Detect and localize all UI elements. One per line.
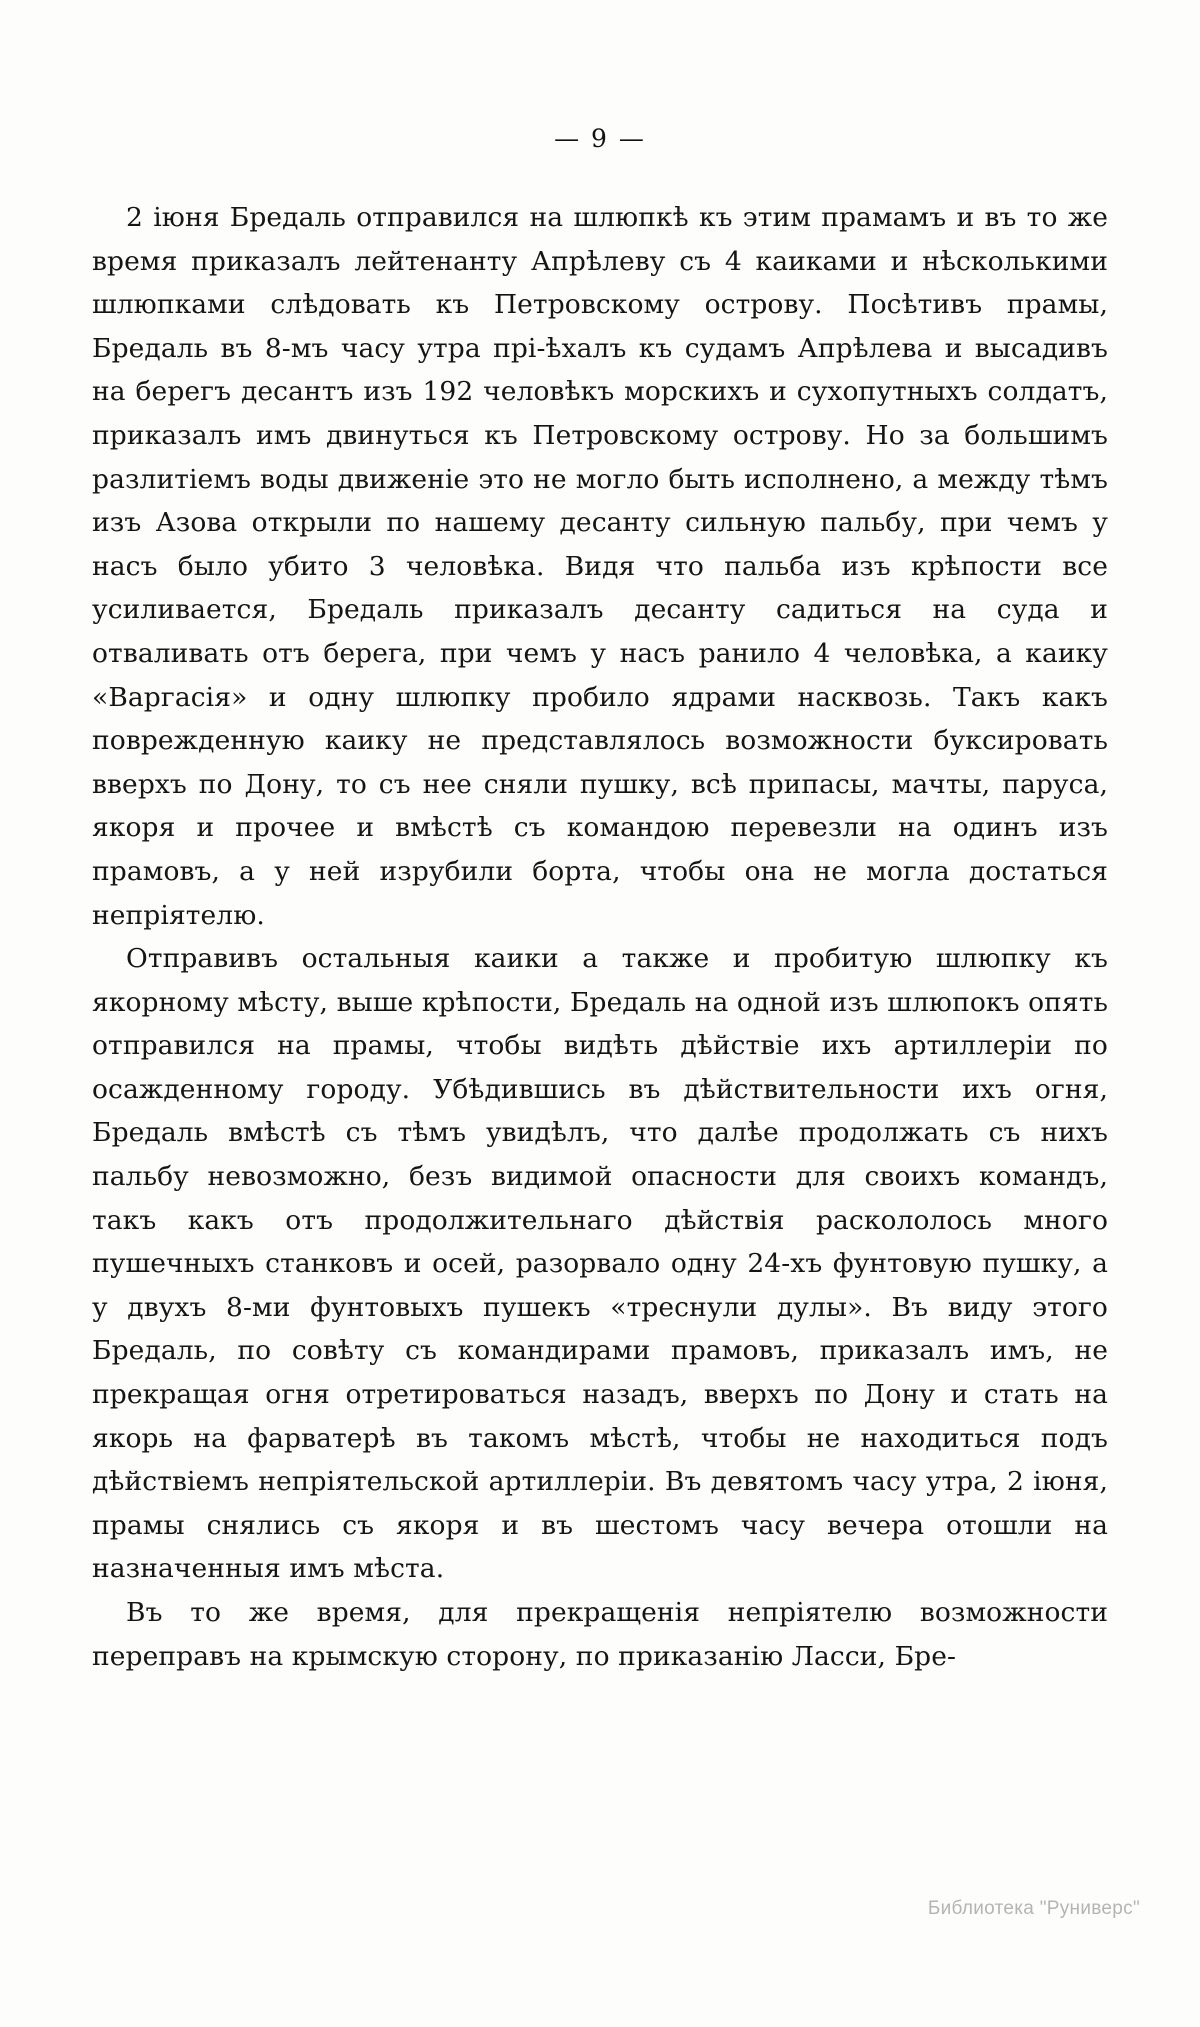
paragraph [92, 196, 1108, 937]
paragraph-text: Въ то же время, для прекращенія непріятелю возможности переправъ на крымскую сторону, по приказанію Ласси, Бре- [92, 1597, 1108, 1672]
page-number: — 9 — [554, 124, 646, 153]
paragraph-text: 2 іюня Бредаль отправился на шлюпкѣ къ этим прамамъ и въ то же время приказалъ лейтенанту Апрѣлеву съ 4 каиками и нѣсколькими шлюпками слѣдовать къ Петровскому острову. Посѣтивъ прамы, Бредаль въ 8-мъ часу утра прі-ѣхалъ къ судамъ Апрѣлева и высадивъ на берегъ десантъ изъ 192 человѣкъ морскихъ и сухопутныхъ солдатъ, приказалъ имъ двинуться къ Петровскому острову. Но за большимъ разлитіемъ воды движеніе это не могло быть исполнено, а между тѣмъ изъ Азова открыли по нашему десанту сильную пальбу, при чемъ у насъ было убито 3 человѣка. Видя что пальба изъ крѣпости все усиливается, Бредаль приказалъ десанту садиться на суда и отваливать отъ берега, при чемъ у насъ ранило 4 человѣка, а каику «Варгасія» и одну шлюпку пробило ядрами насквозь. Такъ какъ поврежденную каику не представлялось возможности буксировать вверхъ по Дону, то съ нее сняли пушку, всѣ припасы, мачты, паруса, якоря и прочее и вмѣстѣ съ командою перевезли на одинъ изъ прамовъ, а у ней изрубили борта, чтобы она не могла достаться непріятелю. [92, 202, 1108, 931]
library-watermark: Библиотека "Руниверс" [927, 1898, 1140, 1919]
page-body-text [92, 196, 1108, 1678]
paragraph [92, 1591, 1108, 1678]
paragraph [92, 937, 1108, 1591]
paragraph-text: Отправивъ остальныя каики а также и пробитую шлюпку къ якорному мѣсту, выше крѣпости, Бредаль на одной изъ шлюпокъ опять отправился на прамы, чтобы видѣть дѣйствіе ихъ артиллеріи по осажденному городу. Убѣдившись въ дѣйствительности ихъ огня, Бредаль вмѣстѣ съ тѣмъ увидѣлъ, что далѣе продолжать съ нихъ пальбу невозможно, безъ видимой опасности для своихъ командъ, такъ какъ отъ продолжительнаго дѣйствія раскололось много пушечныхъ станковъ и осей, разорвало одну 24-хъ фунтовую пушку, а у двухъ 8-ми фунтовыхъ пушекъ «треснули дулы». Въ виду этого Бредаль, по совѣту съ командирами прамовъ, приказалъ имъ, не прекращая огня отретироваться назадъ, вверхъ по Дону и стать на якорь на фарватерѣ въ такомъ мѣстѣ, чтобы не находиться подъ дѣйствіемъ непріятельской артиллеріи. Въ девятомъ часу утра, 2 іюня, прамы снялись съ якоря и въ шестомъ часу вечера отошли на назначенныя имъ мѣста. [92, 943, 1108, 1585]
